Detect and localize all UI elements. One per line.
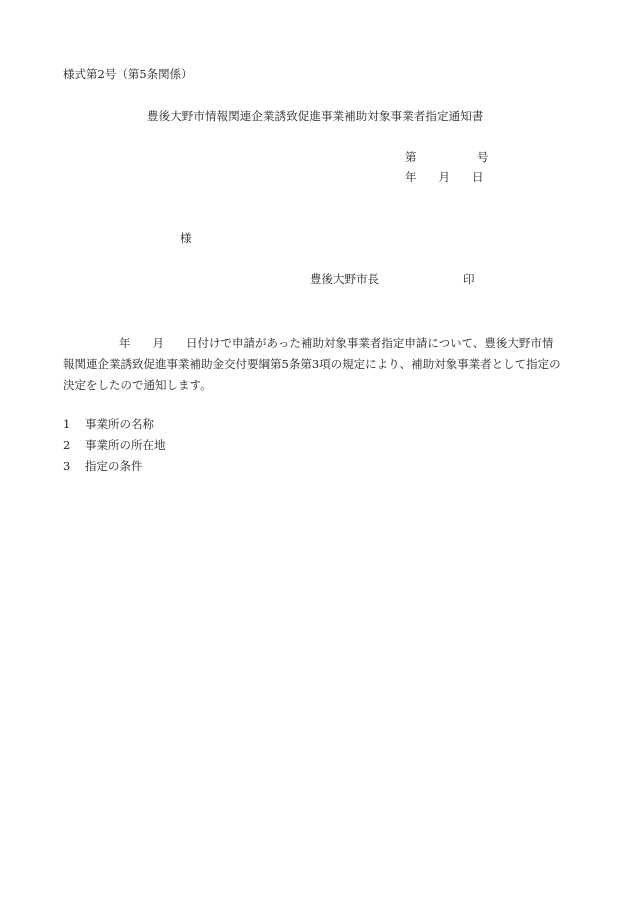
list-item bbox=[63, 414, 166, 435]
item-number: 1 bbox=[63, 417, 71, 431]
body-year: 年 bbox=[119, 336, 131, 350]
body-month: 月 bbox=[152, 336, 164, 350]
issue-date bbox=[405, 172, 484, 184]
item-label: 事業所の所在地 bbox=[85, 438, 166, 452]
addressee-suffix: 様 bbox=[180, 231, 192, 245]
issuer-name: 豊後大野市長 bbox=[310, 272, 379, 286]
body-line-3: 決定をしたので通知します。 bbox=[63, 378, 212, 392]
number-suffix: 号 bbox=[477, 150, 489, 164]
body-line-1-text: 日付けで申請があった補助対象事業者指定申請について、豊後大野市情 bbox=[186, 336, 554, 350]
item-list bbox=[63, 414, 166, 477]
number-prefix: 第 bbox=[405, 150, 417, 164]
item-number: 2 bbox=[63, 438, 71, 452]
document-title: 豊後大野市情報関連企業誘致促進事業補助対象事業者指定通知書 bbox=[147, 109, 484, 123]
date-year: 年 bbox=[405, 170, 417, 184]
date-day: 日 bbox=[472, 170, 484, 184]
date-month: 月 bbox=[438, 170, 450, 184]
body-line-2: 報関連企業誘致促進事業補助金交付要綱第5条第3項の規定により、補助対象事業者として指定の bbox=[63, 357, 561, 371]
item-label: 指定の条件 bbox=[85, 459, 143, 473]
list-item bbox=[63, 456, 166, 477]
body-line-1 bbox=[63, 333, 583, 354]
notice-body bbox=[63, 333, 583, 396]
item-label: 事業所の名称 bbox=[85, 417, 154, 431]
form-label: 様式第2号（第5条関係） bbox=[63, 67, 193, 81]
list-item bbox=[63, 435, 166, 456]
seal-mark: 印 bbox=[463, 272, 475, 286]
item-number: 3 bbox=[63, 459, 71, 473]
